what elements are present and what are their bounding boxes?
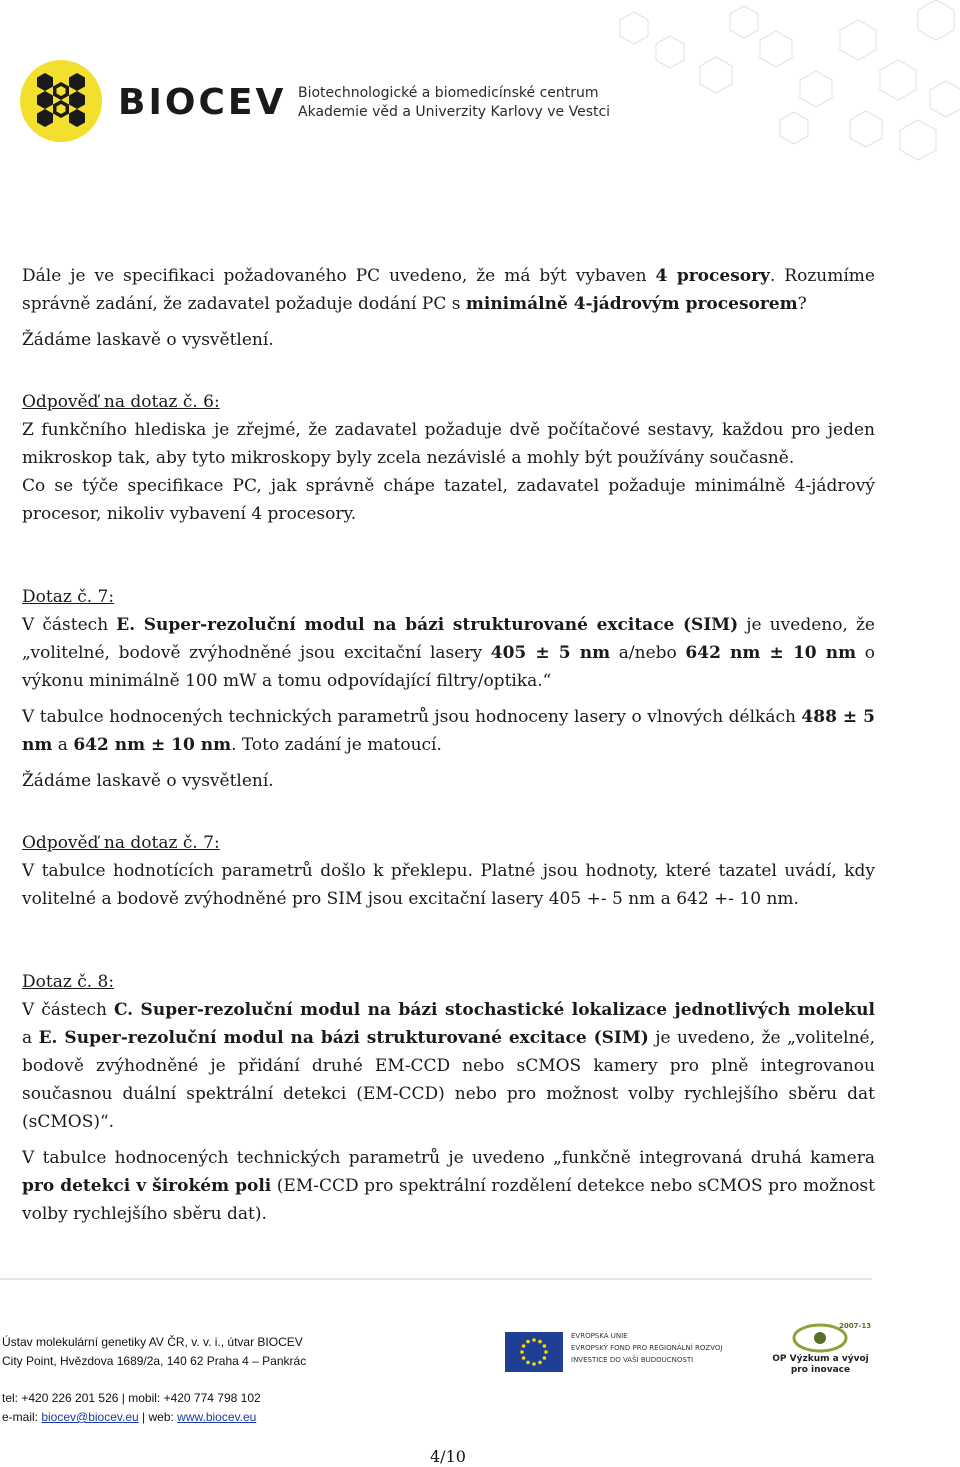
footer-email-web bbox=[2, 1408, 422, 1427]
footer-phones: tel: +420 226 201 526 | mobil: +420 774 798 102 bbox=[2, 1391, 261, 1405]
op-program-name bbox=[763, 1354, 878, 1376]
text-run: V částech bbox=[22, 615, 117, 635]
bold-run: pro detekci v širokém poli bbox=[22, 1176, 272, 1196]
email-label: e-mail: bbox=[2, 1410, 42, 1424]
footer-divider bbox=[0, 1278, 872, 1280]
biocev-wordmark: BIOCEV bbox=[118, 82, 287, 123]
tagline-line-2: Akademie věd a Univerzity Karlovy ve Vestci bbox=[298, 104, 611, 120]
text-run: o výkonu minimálně 100 mW a tomu odpovídající filtry/optika.“ bbox=[22, 643, 876, 691]
bold-run: E. Super-rezoluční modul na bázi strukturované excitace (SIM) bbox=[38, 1028, 649, 1048]
question-7-request: Žádáme laskavě o vysvětlení. bbox=[22, 771, 274, 791]
bold-run: minimálně 4-jádrovým procesorem bbox=[465, 294, 798, 314]
bold-run: 4 procesory bbox=[655, 266, 770, 286]
text-run: ? bbox=[797, 294, 807, 314]
answer-7-text: V tabulce hodnotících parametrů došlo k překlepu. Platné jsou hodnoty, které tazatel uvádí, kdy volitelné a bodově zvýhodněné pro SIM jsou excitační lasery 405 +- 5 nm a 642 +- 10 nm. bbox=[22, 861, 875, 909]
biocev-logo-emblem-icon bbox=[18, 58, 104, 144]
question-7-paragraph-2 bbox=[22, 703, 875, 759]
bold-run: 642 nm ± 10 nm bbox=[73, 735, 232, 755]
text-run: V tabulce hodnocených technických parametrů je uvedeno „funkčně integrovaná druhá kamera bbox=[22, 1148, 875, 1168]
question-7-paragraph-1 bbox=[22, 611, 875, 695]
answer-6-text-1: Z funkčního hlediska je zřejmé, že zadavatel požaduje dvě počítačové sestavy, každou pro jeden mikroskop tak, aby tyto mikroskopy byly zcela nezávislé a mohly být používány současně. bbox=[22, 420, 875, 468]
text-run: V částech bbox=[22, 1000, 114, 1020]
text-run: je uvedeno, že „volitelné, bodově zvýhodněné je přidání druhé EM-CCD nebo sCMOS kamery pro plně integrovanou současnou duální spektrální detekci (EM-CCD) nebo pro možnost volby rychlejšího sběru dat (sCMOS)“. bbox=[22, 1028, 875, 1132]
text-run: Dále je ve specifikaci požadovaného PC uvedeno, že má být vybaven bbox=[22, 266, 656, 286]
web-label: | web: bbox=[138, 1410, 178, 1424]
answer-6-heading: Odpověď na dotaz č. 6: bbox=[22, 392, 220, 412]
bold-run: C. Super-rezoluční modul na bázi stochastické lokalizace jednotlivých molekul bbox=[113, 1000, 876, 1020]
text-run: a bbox=[22, 1028, 39, 1048]
op-years: 2007-13 bbox=[839, 1322, 872, 1330]
op-vavpi-logo bbox=[763, 1318, 878, 1378]
document-body bbox=[22, 262, 875, 1228]
eu-line-2: EVROPSKÝ FOND PRO REGIONÁLNÍ ROZVOJ bbox=[571, 1344, 723, 1352]
eu-fund-text bbox=[571, 1330, 741, 1366]
institution-tagline bbox=[298, 84, 618, 122]
footer-spacer bbox=[2, 1371, 422, 1389]
page-number: 4/10 bbox=[430, 1447, 466, 1466]
footer-organization: Ústav molekulární genetiky AV ČR, v. v. i., útvar BIOCEV bbox=[2, 1335, 303, 1349]
question-6-paragraph bbox=[22, 262, 875, 318]
footer-contact-block bbox=[2, 1333, 422, 1427]
bold-run: 642 nm ± 10 nm bbox=[685, 643, 857, 663]
request-explanation: Žádáme laskavě o vysvětlení. bbox=[22, 330, 274, 350]
email-link[interactable]: biocev@biocev.eu bbox=[41, 1410, 139, 1424]
text-run: je uvedeno, že „volitelné, bodově zvýhodněné jsou excitační lasery bbox=[22, 615, 875, 663]
text-run: . Rozumíme správně zadání, že zadavatel požaduje dodání PC s bbox=[22, 266, 875, 314]
question-8-paragraph-1 bbox=[22, 996, 875, 1136]
tagline-line-1: Biotechnologické a biomedicínské centrum bbox=[298, 85, 599, 101]
op-line-1: OP Výzkum a vývoj bbox=[772, 1354, 869, 1364]
eu-line-3: INVESTICE DO VAŠÍ BUDOUCNOSTI bbox=[571, 1356, 694, 1364]
bold-run: 488 ± 5 nm bbox=[22, 707, 875, 755]
question-8-heading: Dotaz č. 8: bbox=[22, 972, 115, 992]
question-8-paragraph-2 bbox=[22, 1144, 875, 1228]
bold-run: E. Super-rezoluční modul na bázi strukturované excitace (SIM) bbox=[116, 615, 739, 635]
text-run: a/nebo bbox=[610, 643, 686, 663]
text-run: V tabulce hodnocených technických parametrů jsou hodnoceny lasery o vlnových délkách bbox=[22, 707, 802, 727]
bold-run: 405 ± 5 nm bbox=[490, 643, 611, 663]
text-run: (EM-CCD pro spektrální rozdělení detekce nebo sCMOS pro možnost volby rychlejšího sběru dat). bbox=[22, 1176, 875, 1224]
page-header bbox=[0, 0, 960, 180]
eu-line-1: EVROPSKÁ UNIE bbox=[571, 1332, 628, 1340]
answer-6-text-2: Co se týče specifikace PC, jak správně chápe tazatel, zadavatel požaduje minimálně 4-jádrový procesor, nikoliv vybavení 4 procesory. bbox=[22, 476, 875, 524]
answer-7-heading: Odpověď na dotaz č. 7: bbox=[22, 833, 220, 853]
eu-flag-icon bbox=[505, 1332, 563, 1372]
text-run: . Toto zadání je matoucí. bbox=[231, 735, 442, 755]
eu-fund-logo bbox=[505, 1330, 733, 1372]
question-7-heading: Dotaz č. 7: bbox=[22, 587, 115, 607]
footer-address: City Point, Hvězdova 1689/2a, 140 62 Praha 4 – Pankrác bbox=[2, 1354, 307, 1368]
op-line-2: pro inovace bbox=[790, 1365, 851, 1375]
web-link[interactable]: www.biocev.eu bbox=[177, 1410, 257, 1424]
text-run: a bbox=[52, 735, 74, 755]
